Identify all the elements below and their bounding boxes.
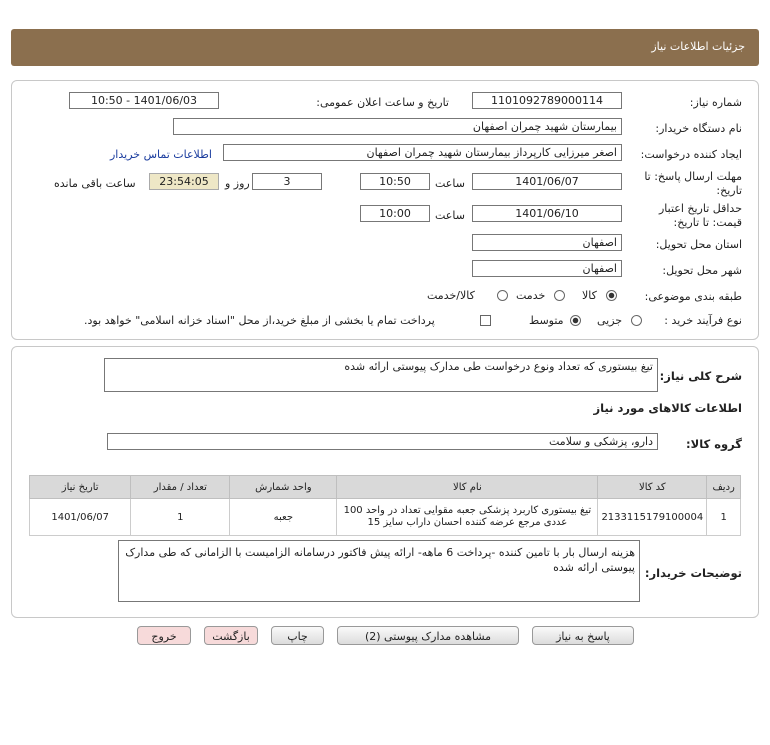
cell-row: 1 [707,499,741,536]
page-title: جزئیات اطلاعات نیاز [651,40,745,53]
reply-time-label: ساعت [435,177,465,190]
days-field: 3 [252,173,322,190]
view-attachments-button[interactable]: مشاهده مدارک پیوستی (2) [337,626,519,645]
creator-label: ایجاد کننده درخواست: [640,148,742,161]
category-radio-goods-service[interactable] [497,290,508,301]
category-option-goods: کالا [582,289,597,302]
table-header-row [30,476,741,499]
col-row: ردیف [707,476,741,499]
cell-unit: جعبه [230,499,337,536]
days-label: روز و [225,177,250,190]
city-field: اصفهان [472,260,622,277]
col-code: کد کالا [598,476,707,499]
process-label: نوع فرآیند خرید : [664,314,742,327]
buyer-label: نام دستگاه خریدار: [655,122,742,135]
announce-label: تاریخ و ساعت اعلان عمومی: [316,96,449,109]
need-number-field: 1101092789000114 [472,92,622,109]
remaining-time-field: 23:54:05 [149,173,219,190]
cell-qty: 1 [131,499,230,536]
remaining-label: ساعت باقی مانده [54,177,136,190]
treasury-payment-checkbox[interactable] [480,315,491,326]
category-radio-service[interactable] [554,290,565,301]
buyer-field: بیمارستان شهید چمران اصفهان [173,118,622,135]
category-radio-goods[interactable] [606,290,617,301]
table-row[interactable] [30,499,741,536]
cell-code: 2133115179100004 [598,499,707,536]
category-label: طبقه بندی موضوعی: [644,290,742,303]
creator-field: اصغر میرزایی کارپرداز بیمارستان شهید چمران اصفهان [223,144,622,161]
description-field: تیغ بیستوری که تعداد ونوع درخواست طی مدارک پیوستی ارائه شده [104,358,658,392]
contact-buyer-link[interactable]: اطلاعات تماس خریدار [110,148,212,161]
exit-button[interactable]: خروج [137,626,191,645]
validity-date-field: 1401/06/10 [472,205,622,222]
process-option-medium: متوسط [529,314,564,327]
category-option-service: خدمت [516,289,546,302]
process-radio-minor[interactable] [631,315,642,326]
reply-deadline-label-2: تاریخ: [716,184,742,197]
province-label: استان محل تحویل: [655,238,742,251]
treasury-payment-text: پرداخت تمام یا بخشی از مبلغ خرید،از محل "اسناد خزانه اسلامی" خواهد بود. [84,314,435,327]
buyer-notes-label: توضیحات خریدار: [644,566,742,580]
reply-deadline-label: مهلت ارسال پاسخ: تا [644,170,742,183]
goods-info-title: اطلاعات کالاهای مورد نیاز [593,401,742,415]
reply-button[interactable]: پاسخ به نیاز [532,626,634,645]
goods-group-label: گروه کالا: [686,437,742,451]
col-qty: تعداد / مقدار [131,476,230,499]
col-name: نام کالا [337,476,598,499]
validity-label-2: قیمت: تا تاریخ: [673,216,742,229]
reply-time-field: 10:50 [360,173,430,190]
col-unit: واحد شمارش [230,476,337,499]
back-button[interactable]: بازگشت [204,626,258,645]
cell-name: تیغ بیستوری کاربرد پزشکی جعبه مقوایی تعداد در واحد 100 عددی مرجع عرضه کننده احسان داراب سایز 15 [337,499,598,536]
city-label: شهر محل تحویل: [662,264,742,277]
need-number-label: شماره نیاز: [689,96,742,109]
goods-group-field: دارو، پزشکی و سلامت [107,433,658,450]
category-option-goods-service: کالا/خدمت [427,289,475,302]
validity-time-label: ساعت [435,209,465,222]
validity-label: حداقل تاریخ اعتبار [658,202,742,215]
page-header [11,29,759,66]
province-field: اصفهان [472,234,622,251]
announce-field: 1401/06/03 - 10:50 [69,92,219,109]
process-radio-medium[interactable] [570,315,581,326]
cell-date: 1401/06/07 [30,499,131,536]
print-button[interactable]: چاپ [271,626,324,645]
validity-time-field: 10:00 [360,205,430,222]
goods-table [29,475,741,536]
description-label: شرح کلی نیاز: [659,369,742,383]
reply-date-field: 1401/06/07 [472,173,622,190]
col-date: تاریخ نیاز [30,476,131,499]
process-option-minor: جزیی [597,314,623,327]
buyer-notes-field: هزینه ارسال بار با تامین کننده -پرداخت 6 ماهه- ارائه پیش فاکتور درسامانه الزامیست با الزامانی که طی مدارک پیوستی ارائه شده [118,540,640,602]
